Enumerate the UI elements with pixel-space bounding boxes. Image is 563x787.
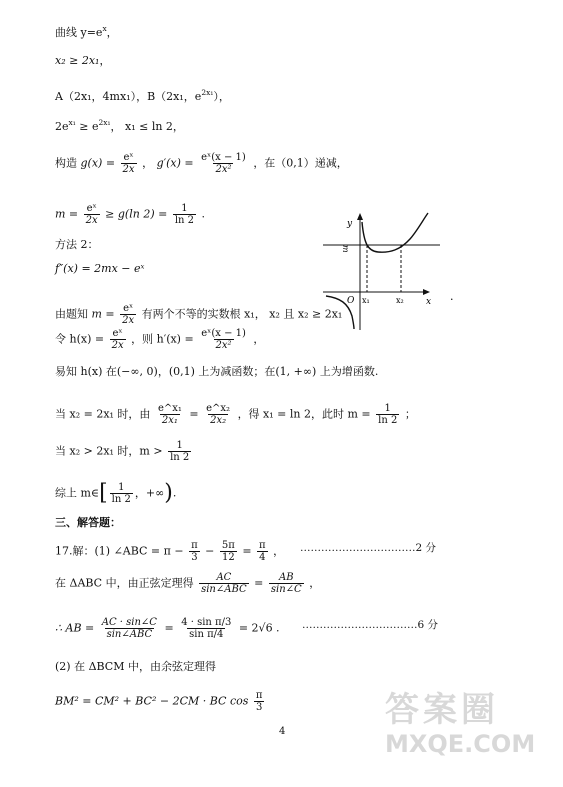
origin-label: O	[347, 296, 355, 306]
watermark-bottom: MXQE.COM	[385, 730, 536, 758]
line-case-equal: 当 x₂ = 2x₁ 时，由 $\frac{\text{e\textasciicircum{}x₁}}{\text{2x₁}}$ = $\frac{\text{e\textasciicircum{}x₂}}{\text{2x₂}}$ ，得 x₁ = ln 2，此时 m = $\frac{1}{\ln 2}$ ；	[55, 403, 416, 426]
line-sine-law: 在 ΔABC 中，由正弦定理得 $\frac{AC}{\text{sin∠ABC}}$ = $\frac{AB}{\sin\angle C}$ ，	[55, 572, 321, 595]
line-case-greater: 当 x₂ > 2x₁ 时，m > $\frac{1}{\ln 2}$	[55, 440, 190, 463]
line-m-bound: m = $\frac{\text{eˣ}}{2x}$ ≥ g(ln 2) = $\frac{1}{\ln 2}$ .	[55, 203, 206, 226]
function-graph	[318, 208, 458, 333]
x-axis-arrow	[423, 289, 430, 295]
x-axis-label: x	[426, 297, 432, 307]
x1-label: x₁	[362, 296, 370, 305]
y-axis-label: y	[347, 219, 353, 229]
watermark-top: 答案圈	[385, 690, 499, 730]
line-angle-abc: 17.解：(1) ∠ABC = π − $\frac{\pi}{3}$ − $\frac{5\pi}{12}$ = $\frac{\pi}{4}$ ，	[55, 540, 285, 563]
line-conclusion: 综上 m∈[ $\frac{1}{\ln 2}$ ，+∞).	[55, 480, 177, 506]
m-label: m	[341, 245, 350, 253]
line-cosine-law: BM² = CM² + BC² − 2CM · BC cos $\frac{\pi}{3}$	[55, 690, 263, 713]
line-define-h: 令 h(x) = $\frac{\text{eˣ}}{2x}$ ，则 h′(x) = $\frac{\text{eˣ(x − 1)}}{\text{2x²}}$ ，	[55, 328, 265, 351]
page-number: 4	[279, 726, 286, 737]
line-curve: 曲线 $y=e^x$，	[55, 24, 118, 39]
y-axis-arrow	[357, 213, 363, 220]
line-f-double-prime: f″(x) = 2mx − eˣ	[55, 262, 145, 275]
line-problem-roots: 由题知 m = $\frac{\text{eˣ}}{2x}$ 有两个不等的实数根 x₁， x₂ 且 x₂ ≥ 2x₁	[55, 303, 343, 326]
x2-label: x₂	[396, 296, 404, 305]
section-title: 三、解答题：	[55, 516, 121, 529]
line-cosine-intro: (2) 在 ΔBCM 中，由余弦定理得	[55, 660, 216, 673]
line-method-2: 方法 2：	[55, 238, 99, 251]
score-6: ……………………………6 分	[302, 619, 439, 631]
watermark	[385, 690, 535, 758]
line-ab-result: ∴ AB = $\frac{AC \cdot \sin\angle C}{\text{sin∠ABC}}$ = $\frac{\text{4 · sin π/3}}{\text{sin π/4}}$ = 2√6 .	[55, 617, 280, 640]
curve-right-branch	[362, 213, 428, 252]
line-inequality-x: x₂ ≥ 2x₁，	[55, 54, 111, 67]
line-construct-g: 构造 g(x) = $\frac{\text{eˣ}}{2x}$ ， g′(x) = $\frac{\text{eˣ(x − 1)}}{\text{2x²}}$ ，在（0,1）递减，	[55, 152, 348, 175]
trailing-dot: .	[450, 290, 454, 303]
score-2: ……………………………2 分	[300, 542, 437, 554]
line-monotonic: 易知 h(x) 在(−∞, 0)，(0,1) 上为减函数；在(1, +∞) 上为增函数.	[55, 365, 379, 378]
line-exp-inequality: $2e^{x_1} \ge e^{2x_1}$， x₁ ≤ ln 2，	[55, 118, 184, 133]
line-points-ab: A（2x₁，4mx₁），B（2x₁，$e^{2x_1}$），	[55, 88, 230, 103]
